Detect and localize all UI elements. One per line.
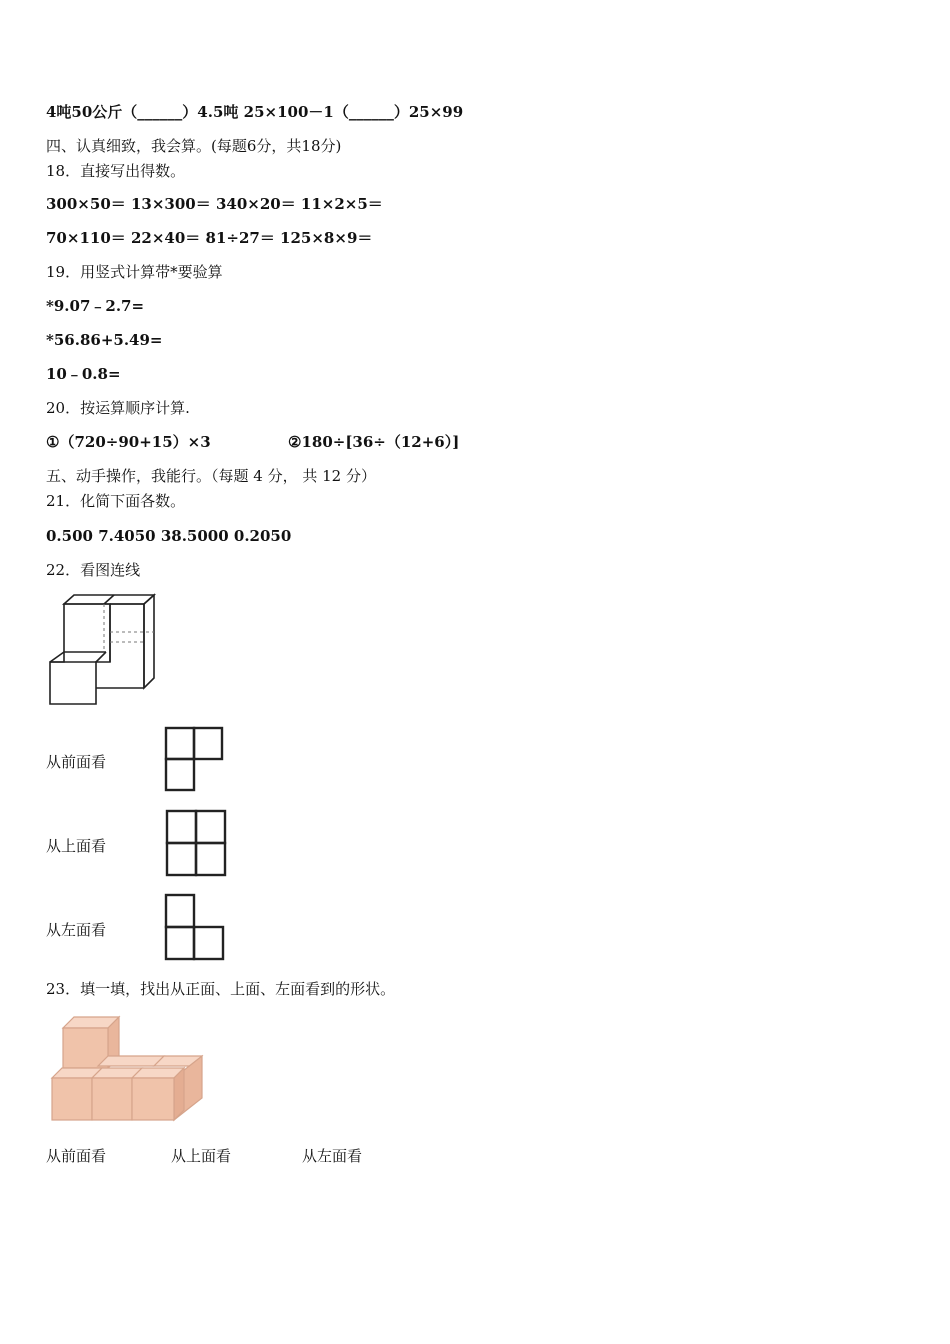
block-figure-22 <box>44 592 159 710</box>
cube-figure-23 <box>44 1012 210 1124</box>
q23-label-front: 从前面看 <box>46 1147 107 1165</box>
question-18-row-1: 300×50＝ 13×300＝ 340×20＝ 11×2×5＝ <box>46 195 383 213</box>
section-5-heading: 五、动手操作，我能行。（每题 4 分， 共 12 分） <box>46 467 376 485</box>
question-20: 20．按运算顺序计算. <box>46 399 190 417</box>
question-20-b: ②180÷[36÷（12+6）] <box>288 433 460 451</box>
question-20-a: ①（720÷90+15）×3 <box>46 433 211 451</box>
question-21-numbers: 0.500 7.4050 38.5000 0.2050 <box>46 527 292 545</box>
view-shape-1 <box>163 725 227 793</box>
question-23: 23．填一填，找出从正面、上面、左面看到的形状。 <box>46 980 396 998</box>
question-19-a: *9.07﹣2.7= <box>46 297 145 315</box>
question-19: 19．用竖式计算带*要验算 <box>46 263 223 281</box>
q23-label-left: 从左面看 <box>302 1147 363 1165</box>
question-19-b: *56.86+5.49= <box>46 331 163 349</box>
question-22: 22．看图连线 <box>46 561 141 579</box>
line-compare: 4吨50公斤（______）4.5吨 25×100－1（______）25×99 <box>46 103 464 121</box>
question-18: 18．直接写出得数。 <box>46 162 186 180</box>
view-shape-2 <box>164 808 228 878</box>
q23-label-top: 从上面看 <box>171 1147 232 1165</box>
label-top-view: 从上面看 <box>46 837 107 855</box>
question-19-c: 10﹣0.8= <box>46 365 121 383</box>
section-4-heading: 四、认真细致，我会算。(每题6分，共18分) <box>46 137 342 155</box>
label-front-view: 从前面看 <box>46 753 107 771</box>
view-shape-3 <box>163 892 227 962</box>
question-21: 21．化简下面各数。 <box>46 492 186 510</box>
question-18-row-2: 70×110＝ 22×40＝ 81÷27＝ 125×8×9＝ <box>46 229 373 247</box>
label-left-view: 从左面看 <box>46 921 107 939</box>
